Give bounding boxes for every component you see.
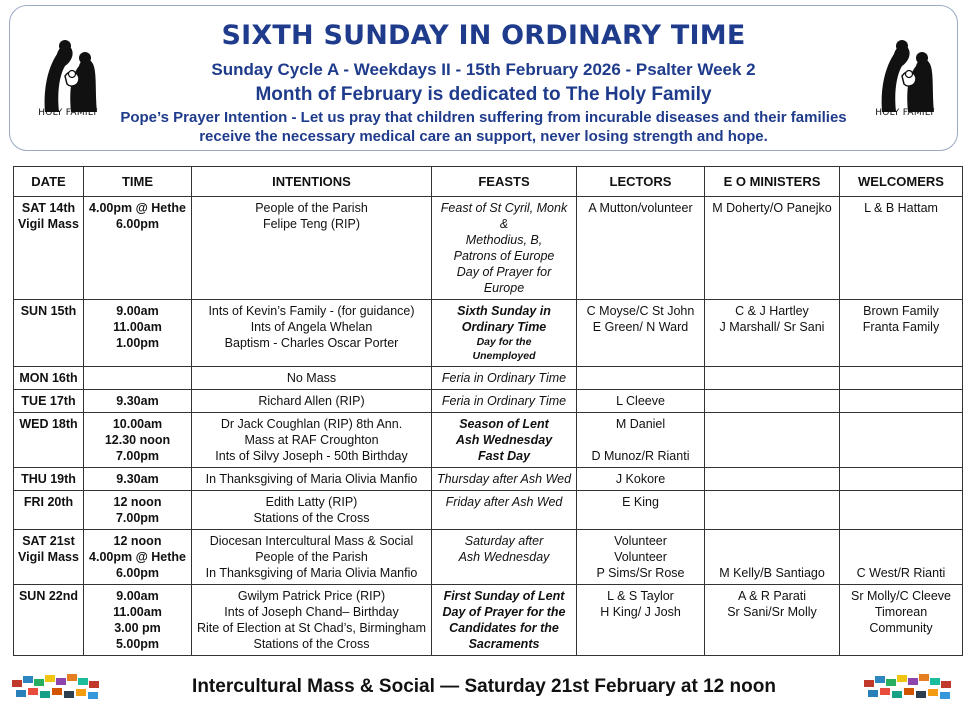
time-cell [84,413,192,468]
welcomers-line: Timorean [874,605,928,619]
lectors-line: M Daniel [615,417,666,431]
lectors-line: Volunteer [614,534,667,548]
feasts-line: Day of Prayer for the [442,605,566,619]
time-line: 9.30am [116,394,159,408]
lectors-line: D Munoz/R Rianti [591,449,690,463]
date-line: FRI 20th [23,495,74,509]
table-header-row [14,167,963,197]
welcomers-cell [840,585,963,656]
prayer-intention-line-1: Pope’s Prayer Intention - Let us pray that children suffering from incurable diseases and their families [120,109,847,126]
date-line: SUN 22nd [18,589,79,603]
ministers-cell [705,367,840,390]
welcomers-cell [840,390,963,413]
lectors-cell [577,413,705,468]
intentions-cell [192,530,432,585]
intentions-line: Ints of Angela Whelan [250,320,373,334]
intentions-line: In Thanksgiving of Maria Olivia Manfio [205,472,418,486]
feasts-line: Saturday after [464,534,544,548]
ministers-cell [705,530,840,585]
feasts-line: Feast of St Cyril, Monk & [440,201,568,231]
date-line: SUN 15th [20,304,77,318]
table-row [14,300,963,367]
time-line: 4.00pm @ Hethe [89,201,186,215]
intentions-cell [192,468,432,491]
lectors-cell [577,197,705,300]
cycle-line: Sunday Cycle A - Weekdays II - 15th February 2026 - Psalter Week 2 [211,60,756,79]
date-cell [14,530,84,585]
intentions-line: Baptism - Charles Oscar Porter [224,336,399,350]
ministers-line [708,533,836,549]
date-cell [14,197,84,300]
intentions-line: Ints of Kevin’s Family - (for guidance) [208,304,415,318]
time-line: 11.00am [113,605,162,619]
intentions-line: Gwilym Patrick Price (RIP) [237,589,386,603]
lectors-line: C Moyse/C St John [586,304,695,318]
lectors-cell [577,530,705,585]
time-cell [84,468,192,491]
intentions-line: Ints of Joseph Chand– Birthday [224,605,399,619]
welcomers-line: Sr Molly/C Cleeve [850,589,952,603]
column-header-time: TIME [84,167,192,197]
intentions-cell [192,413,432,468]
table-row [14,530,963,585]
time-cell [84,390,192,413]
intentions-cell [192,300,432,367]
date-cell [14,468,84,491]
intentions-line: Richard Allen (RIP) [258,394,365,408]
date-line: Vigil Mass [18,550,79,564]
lectors-line: A Mutton/volunteer [588,201,693,215]
lectors-line: Volunteer [614,550,667,564]
date-cell [14,491,84,530]
table-row [14,413,963,468]
feasts-cell [432,390,577,413]
column-header-date: DATE [14,167,84,197]
lectors-cell [577,585,705,656]
lectors-line: E Green/ N Ward [592,320,689,334]
feasts-line: Day of Prayer for Europe [456,265,552,295]
date-cell [14,390,84,413]
ministers-cell [705,197,840,300]
ministers-line [708,549,836,565]
time-cell [84,197,192,300]
ministers-cell [705,491,840,530]
intentions-line: Mass at RAF Croughton [244,433,379,447]
feasts-note-line: Unemployed [472,350,536,362]
feasts-line: Ordinary Time [461,320,547,334]
time-line: 9.00am [116,304,159,318]
feasts-cell [432,585,577,656]
column-header-intentions: INTENTIONS [192,167,432,197]
time-line: 10.00am [112,417,163,431]
lectors-line [580,432,701,448]
time-cell [84,530,192,585]
intentions-line: No Mass [286,371,337,385]
ministers-line: M Doherty/O Panejko [712,201,832,215]
lectors-cell [577,491,705,530]
ministers-line: J Marshall/ Sr Sani [719,320,825,334]
logo-caption: HOLY FAMILY [38,108,98,118]
table-row [14,491,963,530]
table-row [14,585,963,656]
ministers-cell [705,390,840,413]
time-line: 4.00pm @ Hethe [89,550,186,564]
flags-graphic-right [862,670,954,704]
schedule-body [14,197,963,656]
date-line: Vigil Mass [18,217,79,231]
feasts-cell [432,367,577,390]
feasts-line: Friday after Ash Wed [445,495,563,509]
date-line: THU 19th [21,472,76,486]
date-cell [14,585,84,656]
lectors-cell [577,468,705,491]
ministers-cell [705,413,840,468]
time-line: 7.00pm [115,449,160,463]
welcomers-line: Franta Family [862,320,940,334]
feasts-note-line: Day for the [476,336,532,348]
holy-family-icon [872,36,938,114]
welcomers-line [843,533,959,549]
welcomers-cell [840,530,963,585]
time-cell [84,300,192,367]
table-row [14,468,963,491]
time-line: 11.00am [113,320,162,334]
time-line: 12.30 noon [104,433,171,447]
column-header-ministers: E O MINISTERS [705,167,840,197]
intentions-cell [192,367,432,390]
intentions-line: Felipe Teng (RIP) [262,217,361,231]
logo-caption: HOLY FAMILY [875,108,935,118]
intentions-line: Stations of the Cross [253,511,370,525]
feasts-line: Ash Wednesday [458,550,550,564]
feasts-line: Feria in Ordinary Time [441,371,567,385]
ministers-line: C & J Hartley [735,304,809,318]
feasts-line: Sixth Sunday in [457,304,551,318]
intentions-cell [192,390,432,413]
lectors-line: E King [622,495,659,509]
feasts-line: Feria in Ordinary Time [441,394,567,408]
intentions-line: Dr Jack Coughlan (RIP) 8th Ann. [220,417,403,431]
feasts-cell [432,413,577,468]
table-row [14,367,963,390]
feasts-line: Fast Day [477,449,531,463]
ministers-cell [705,468,840,491]
welcomers-line: Brown Family [863,304,939,318]
feasts-cell [432,530,577,585]
ministers-cell [705,585,840,656]
time-line: 5.00pm [115,637,160,651]
feasts-line: Thursday after Ash Wed [436,472,572,486]
time-line: 9.00am [116,589,159,603]
intentions-line: In Thanksgiving of Maria Olivia Manfio [205,566,418,580]
ministers-line: A & R Parati [737,589,807,603]
feasts-line: Sacraments [468,637,540,651]
date-line: WED 18th [19,417,78,431]
column-header-welcomers: WELCOMERS [840,167,963,197]
time-line: 12 noon [113,495,162,509]
time-line: 12 noon [113,534,162,548]
feasts-line: Candidates for the [449,621,559,635]
feasts-line: Methodius, B, [465,233,543,247]
time-line: 6.00pm [115,566,160,580]
welcomers-line: Community [869,621,933,635]
lectors-cell [577,390,705,413]
intentions-line: People of the Parish [255,550,368,564]
feasts-line: Ash Wednesday [455,433,553,447]
lectors-line: J Kokore [615,472,666,486]
date-cell [14,413,84,468]
footer-announcement: Intercultural Mass & Social — Saturday 21st February at 12 noon [192,676,776,697]
welcomers-line: C West/R Rianti [856,566,946,580]
feasts-line: First Sunday of Lent [443,589,565,603]
page-title: SIXTH SUNDAY IN ORDINARY TIME [221,20,746,51]
intentions-cell [192,585,432,656]
welcomers-line: L & B Hattam [864,201,938,215]
lectors-cell [577,300,705,367]
prayer-intention-line-2: receive the necessary medical care an support, never losing strength and hope. [199,128,768,145]
ministers-line: M Kelly/B Santiago [719,566,825,580]
welcomers-line [843,549,959,565]
table-row [14,390,963,413]
intentions-line: Edith Latty (RIP) [265,495,358,509]
time-cell [84,367,192,390]
date-cell [14,367,84,390]
ministers-cell [705,300,840,367]
column-header-lectors: LECTORS [577,167,705,197]
welcomers-cell [840,468,963,491]
date-line: TUE 17th [21,394,76,408]
table-row [14,197,963,300]
time-line: 7.00pm [115,511,160,525]
time-cell [84,585,192,656]
intentions-cell [192,197,432,300]
welcomers-cell [840,197,963,300]
feasts-cell [432,468,577,491]
welcomers-cell [840,491,963,530]
date-line: SAT 14th [21,201,76,215]
time-line: 9.30am [116,472,159,486]
date-line: MON 16th [19,371,78,385]
feasts-cell [432,197,577,300]
welcomers-cell [840,367,963,390]
time-line: 3.00 pm [114,621,161,635]
schedule-table [13,166,963,656]
lectors-line: H King/ J Josh [600,605,681,619]
intentions-line: Ints of Silvy Joseph - 50th Birthday [215,449,408,463]
welcomers-cell [840,300,963,367]
time-line: 6.00pm [115,217,160,231]
column-header-feasts: FEASTS [432,167,577,197]
intentions-line: Rite of Election at St Chad’s, Birmingham [196,621,427,635]
header-box [9,5,958,151]
intentions-cell [192,491,432,530]
date-line: SAT 21st [22,534,75,548]
ministers-line: Sr Sani/Sr Molly [727,605,817,619]
time-cell [84,491,192,530]
lectors-line: L Cleeve [616,394,665,408]
feasts-cell [432,300,577,367]
world-flags-icon [862,670,954,704]
intentions-line: Stations of the Cross [253,637,370,651]
lectors-line: P Sims/Sr Rose [596,566,685,580]
feasts-line: Season of Lent [459,417,549,431]
date-cell [14,300,84,367]
lectors-line: L & S Taylor [607,589,674,603]
feasts-line: Patrons of Europe [453,249,555,263]
holy-family-logo-right [872,36,938,126]
time-line: 1.00pm [115,336,160,350]
intentions-line: People of the Parish [255,201,368,215]
intentions-line: Diocesan Intercultural Mass & Social [209,534,414,548]
month-dedication: Month of February is dedicated to The Holy Family [255,84,712,105]
welcomers-cell [840,413,963,468]
feasts-cell [432,491,577,530]
lectors-cell [577,367,705,390]
